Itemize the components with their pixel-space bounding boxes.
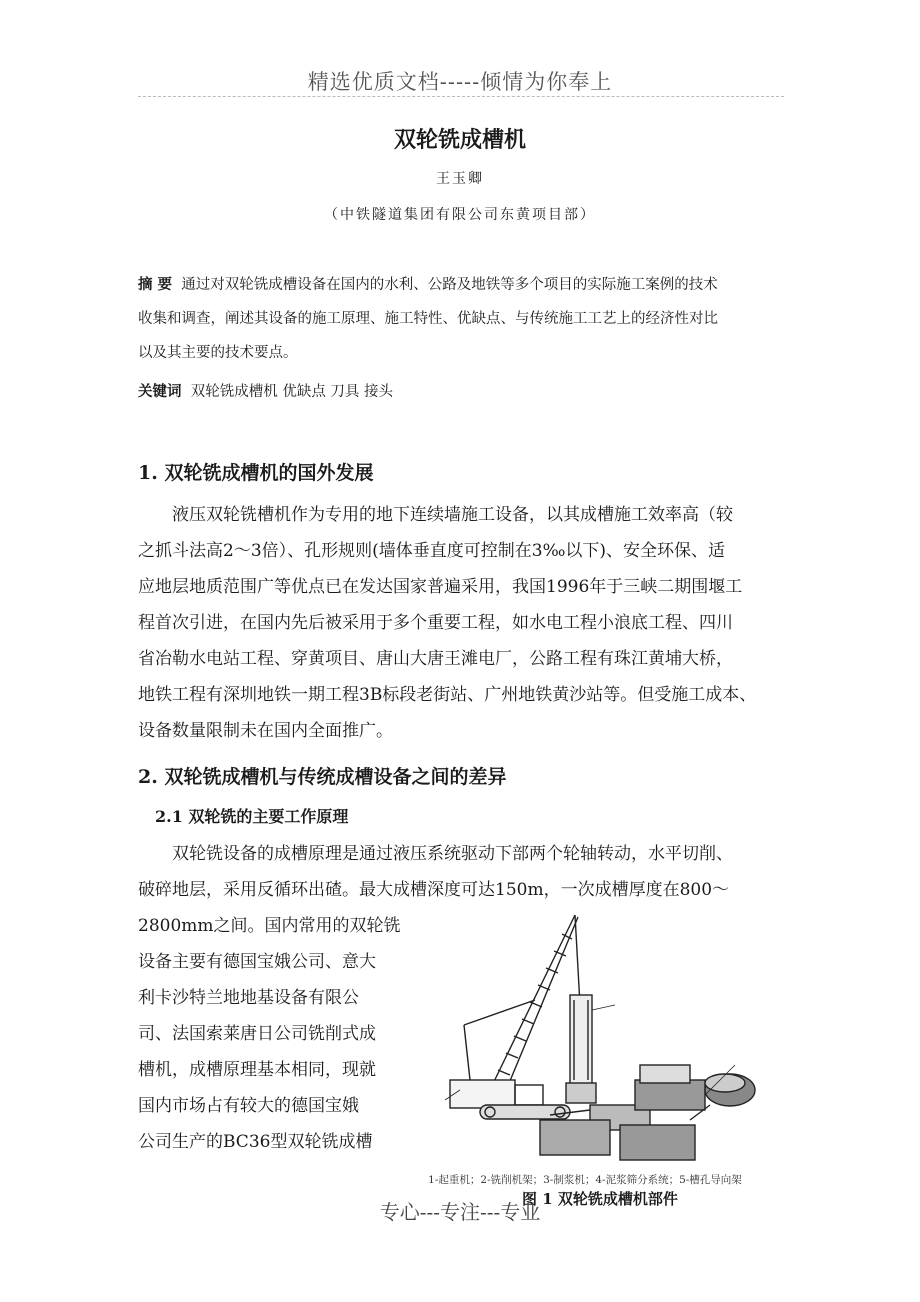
paragraph-line: 设备数量限制未在国内全面推广。 [138,721,393,741]
paragraph-line: 2800mm之间。国内常用的双轮铣 [138,916,401,936]
section1-heading: 1. 双轮铣成槽机的国外发展 [138,462,374,484]
crane-boom-icon [464,915,580,1105]
crane-body-icon [450,1080,570,1119]
keywords-label: 关键词 [138,383,182,400]
keywords-text: 双轮铣成槽机 优缺点 刀具 接头 [190,384,394,400]
abstract-label: 摘 要 [138,276,173,293]
paragraph-line: 双轮铣设备的成槽原理是通过液压系统驱动下部两个轮轴转动，水平切削、 [172,844,733,864]
paragraph-line: 国内市场占有较大的德国宝娥 [138,1096,359,1116]
abstract-line: 以及其主要的技术要点。 [138,345,298,361]
paragraph-line: 省冶勒水电站工程、穿黄项目、唐山大唐王滩电厂，公路工程有珠江黄埔大桥， [138,649,733,669]
section1-paragraph [138,497,786,749]
paragraph-line: 地铁工程有深圳地铁一期工程3B标段老街站、广州地铁黄沙站等。但受施工成本、 [138,685,757,705]
paragraph-line: 之抓斗法高2～3倍）、孔形规则(墙体垂直度可控制在3‰以下)、安全环保、适 [138,541,726,561]
section2-1-heading: 2.1 双轮铣的主要工作原理 [155,807,349,826]
paragraph-line: 液压双轮铣槽机作为专用的地下连续墙施工设备，以其成槽施工效率高（较 [172,505,733,525]
abstract-line: 通过对双轮铣成槽设备在国内的水利、公路及地铁等多个项目的实际施工案例的技术 [181,277,718,293]
equipment-figure [440,905,765,1165]
article-title: 双轮铣成槽机 [393,127,526,153]
section2-paragraph [138,836,786,908]
paragraph-line: 司、法国索莱唐日公司铣削式成 [138,1024,376,1044]
article-author: 王玉卿 [436,171,484,187]
paragraph-line: 利卡沙特兰地地基设备有限公 [138,988,359,1008]
figure-caption: 1-起重机；2-铣削机架；3-制浆机；4-泥浆筛分系统；5-槽孔导向架 [428,1174,742,1186]
figure-title: 图 1 双轮铣成槽机部件 [522,1190,678,1208]
page-header: 精选优质文档-----倾情为你奉上 [307,70,613,94]
paragraph-line: 槽机，成槽原理基本相同，现就 [138,1060,376,1080]
abstract-line: 收集和调查，阐述其设备的施工原理、施工特性、优缺点、与传统施工工艺上的经济性对比 [138,311,718,327]
cutter-frame-icon [566,995,596,1103]
abstract [138,268,788,370]
paragraph-line: 应地层地质范围广等优点已在发达国家普遍采用，我国1996年于三峡二期围堰工 [138,577,743,597]
article-affiliation: （中铁隧道集团有限公司东黄项目部） [324,207,596,223]
section2-narrow-paragraph [138,908,401,1160]
paragraph-line: 程首次引进，在国内先后被采用于多个重要工程，如水电工程小浪底工程、四川 [138,613,733,633]
paragraph-line: 破碎地层，采用反循环出碴。最大成槽深度可达150m，一次成槽厚度在800～ [138,880,730,900]
keywords [138,380,788,401]
paragraph-line: 设备主要有德国宝娥公司、意大 [138,952,376,972]
section2-heading: 2. 双轮铣成槽机与传统成槽设备之间的差异 [138,766,507,788]
paragraph-line: 公司生产的BC36型双轮铣成槽 [138,1132,373,1152]
header-divider [138,96,784,97]
page-footer: 专心---专注---专业 [379,1200,541,1224]
